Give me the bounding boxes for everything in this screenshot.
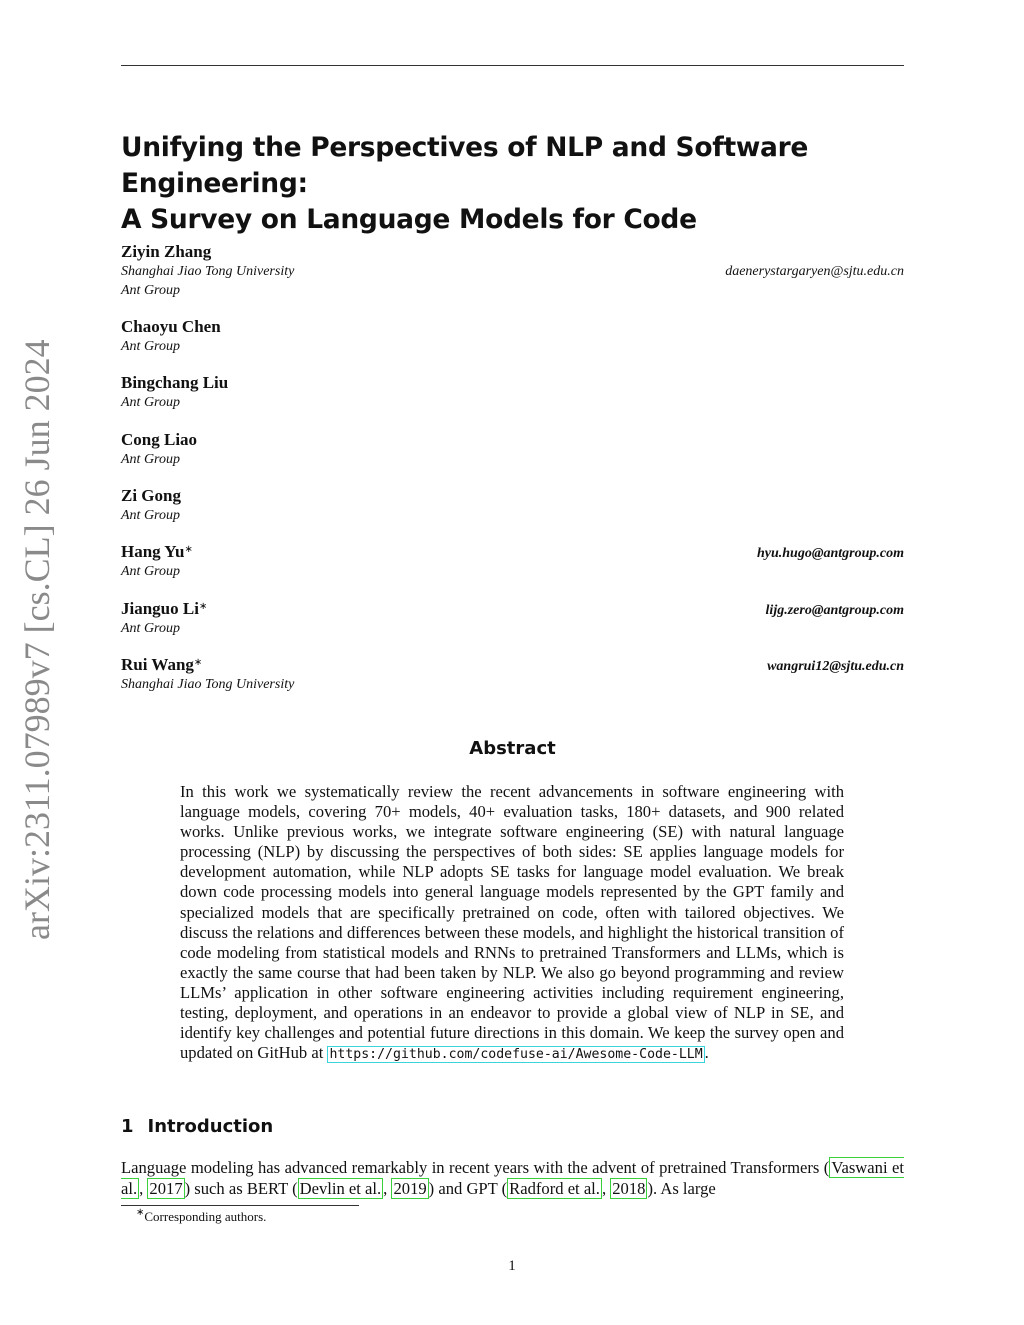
author-name: Rui Wang (121, 655, 194, 674)
author-name: Cong Liao (121, 430, 198, 449)
author-email[interactable]: wangrui12@sjtu.edu.cn (767, 659, 904, 674)
author-name: Zi Gong (121, 486, 181, 505)
author-block (121, 430, 904, 469)
author-name: Hang Yu (121, 542, 185, 561)
author-affiliation: Ant Group (121, 339, 180, 354)
citation-year-link[interactable]: 2019 (393, 1178, 427, 1198)
citation-year-link[interactable]: 2018 (612, 1178, 646, 1198)
author-block (121, 542, 904, 581)
author-affiliation: Ant Group (121, 283, 180, 298)
author-email[interactable]: hyu.hugo@antgroup.com (756, 546, 904, 561)
abstract-heading: Abstract (469, 738, 556, 759)
author-affiliation: Ant Group (121, 564, 180, 579)
title-line-2: A Survey on Language Models for Code (121, 204, 697, 235)
author-name: Chaoyu Chen (121, 317, 221, 336)
author-affiliation: Ant Group (121, 508, 180, 523)
author-block (121, 317, 904, 356)
author-name: Bingchang Liu (121, 373, 229, 392)
author-affiliation: Shanghai Jiao Tong University daenerystargaryen@sjtu.edu.cn (121, 264, 904, 279)
author-block (121, 242, 904, 300)
abstract-body: In this work we systematically review the recent advancements in software engineering with language models, covering 70+ models, 40+ evaluation tasks, 180+ datasets, and 900 related works. Unlike previous works, we integrate software engineering (SE) with natural language processing (NLP) by discussing the perspectives of both sides: SE applies language models for development automation, while NLP adopts SE tasks for language model evaluation. We break down code processing models into general language models represented by the GPT family and specialized models that are specifically pretrained on code, often with tailored objectives. We discuss the relations and differences between these models, and highlight the historical transition of code modeling from statistical models and RNNs to pretrained Transformers and LLMs, which is exactly the same course that had been taken by NLP. We also go beyond programming and review LLMs’ application in other software engineering activities including requirement engineering, testing, deployment, and operations in an endeavor to provide a global view of NLP in SE, and identify key challenges and potential future directions in this domain. We keep the survey open and updated on GitHub at https://github.com/codefuse-ai/Awesome-Code-LLM . (180, 782, 844, 1063)
author-name-row (121, 599, 904, 619)
author-affiliation: Ant Group (121, 452, 180, 467)
author-name-row (121, 655, 904, 675)
corresponding-mark: ∗ (184, 544, 193, 555)
header-rule (121, 65, 904, 66)
corresponding-mark: ∗ (198, 601, 208, 612)
author-email[interactable]: lijg.zero@antgroup.com (765, 603, 904, 618)
section-title: Introduction (147, 1116, 274, 1137)
corresponding-mark: ∗ (193, 657, 203, 668)
section-number: 1 (121, 1116, 134, 1137)
github-link[interactable]: https://github.com/codefuse-ai/Awesome-Code-LLM (329, 1047, 703, 1063)
arxiv-stamp: arXiv:2311.07989v7 [cs.CL] 26 Jun 2024 (17, 339, 57, 940)
footnote-mark: ∗ (136, 1207, 145, 1218)
author-email[interactable]: daenerystargaryen@sjtu.edu.cn (725, 264, 904, 279)
intro-paragraph: Language modeling has advanced remarkably in recent years with the advent of pretrained Transformers ( Vaswani et al. , 2017 ) such as BERT ( Devlin et al. , 2019 ) and GPT ( Radford et al. , 2018 ). As large (121, 1158, 904, 1198)
abstract-text: In this work we systematically review the recent advancements in software engineering with language models, covering 70+ models, 40+ evaluation tasks, 180+ datasets, and 900 related works. Unlike previous works, we integrate software engineering (SE) with natural language processing (NLP) by discussing the perspectives of both sides: SE applies language models for development automation, while NLP adopts SE tasks for language model evaluation. We break down code processing models into general language models represented by the GPT family and specialized models that are specifically pretrained on code, often with tailored objectives. We discuss the relations and differences between these models, and highlight the historical transition of code modeling from statistical models and RNNs to pretrained Transformers and LLMs, which is exactly the same course that had been taken by NLP. We also go beyond programming and review LLMs’ application in other software engineering activities including requirement engineering, testing, deployment, and operations in an endeavor to provide a global view of NLP in SE, and identify key challenges and potential future directions in this domain. We keep the survey open and updated on GitHub at (180, 782, 844, 1063)
title-line-1: Unifying the Perspectives of NLP and Software Engineering: (121, 132, 809, 199)
author-block (121, 486, 904, 525)
author-name: Ziyin Zhang (121, 242, 212, 261)
footnote-rule (121, 1205, 359, 1206)
author-name: Jianguo Li (121, 599, 199, 618)
citation-link[interactable]: Vaswani et al. (121, 1158, 904, 1198)
author-name-row (121, 542, 904, 562)
author-block (121, 599, 904, 638)
paper-title (121, 130, 921, 238)
footnote-text: Corresponding authors. (144, 1209, 267, 1224)
citation-link[interactable]: Radford et al. (509, 1178, 600, 1198)
citation-link[interactable]: Devlin et al. (299, 1178, 382, 1198)
footnote (136, 1209, 266, 1225)
author-block (121, 373, 904, 412)
section-heading (121, 1116, 273, 1137)
author-affiliation: Ant Group (121, 395, 180, 410)
citation-year-link[interactable]: 2017 (149, 1178, 183, 1198)
author-block (121, 655, 904, 694)
page-number: 1 (508, 1258, 516, 1274)
author-affiliation: Shanghai Jiao Tong University (121, 677, 295, 692)
author-affiliation: Ant Group (121, 621, 180, 636)
